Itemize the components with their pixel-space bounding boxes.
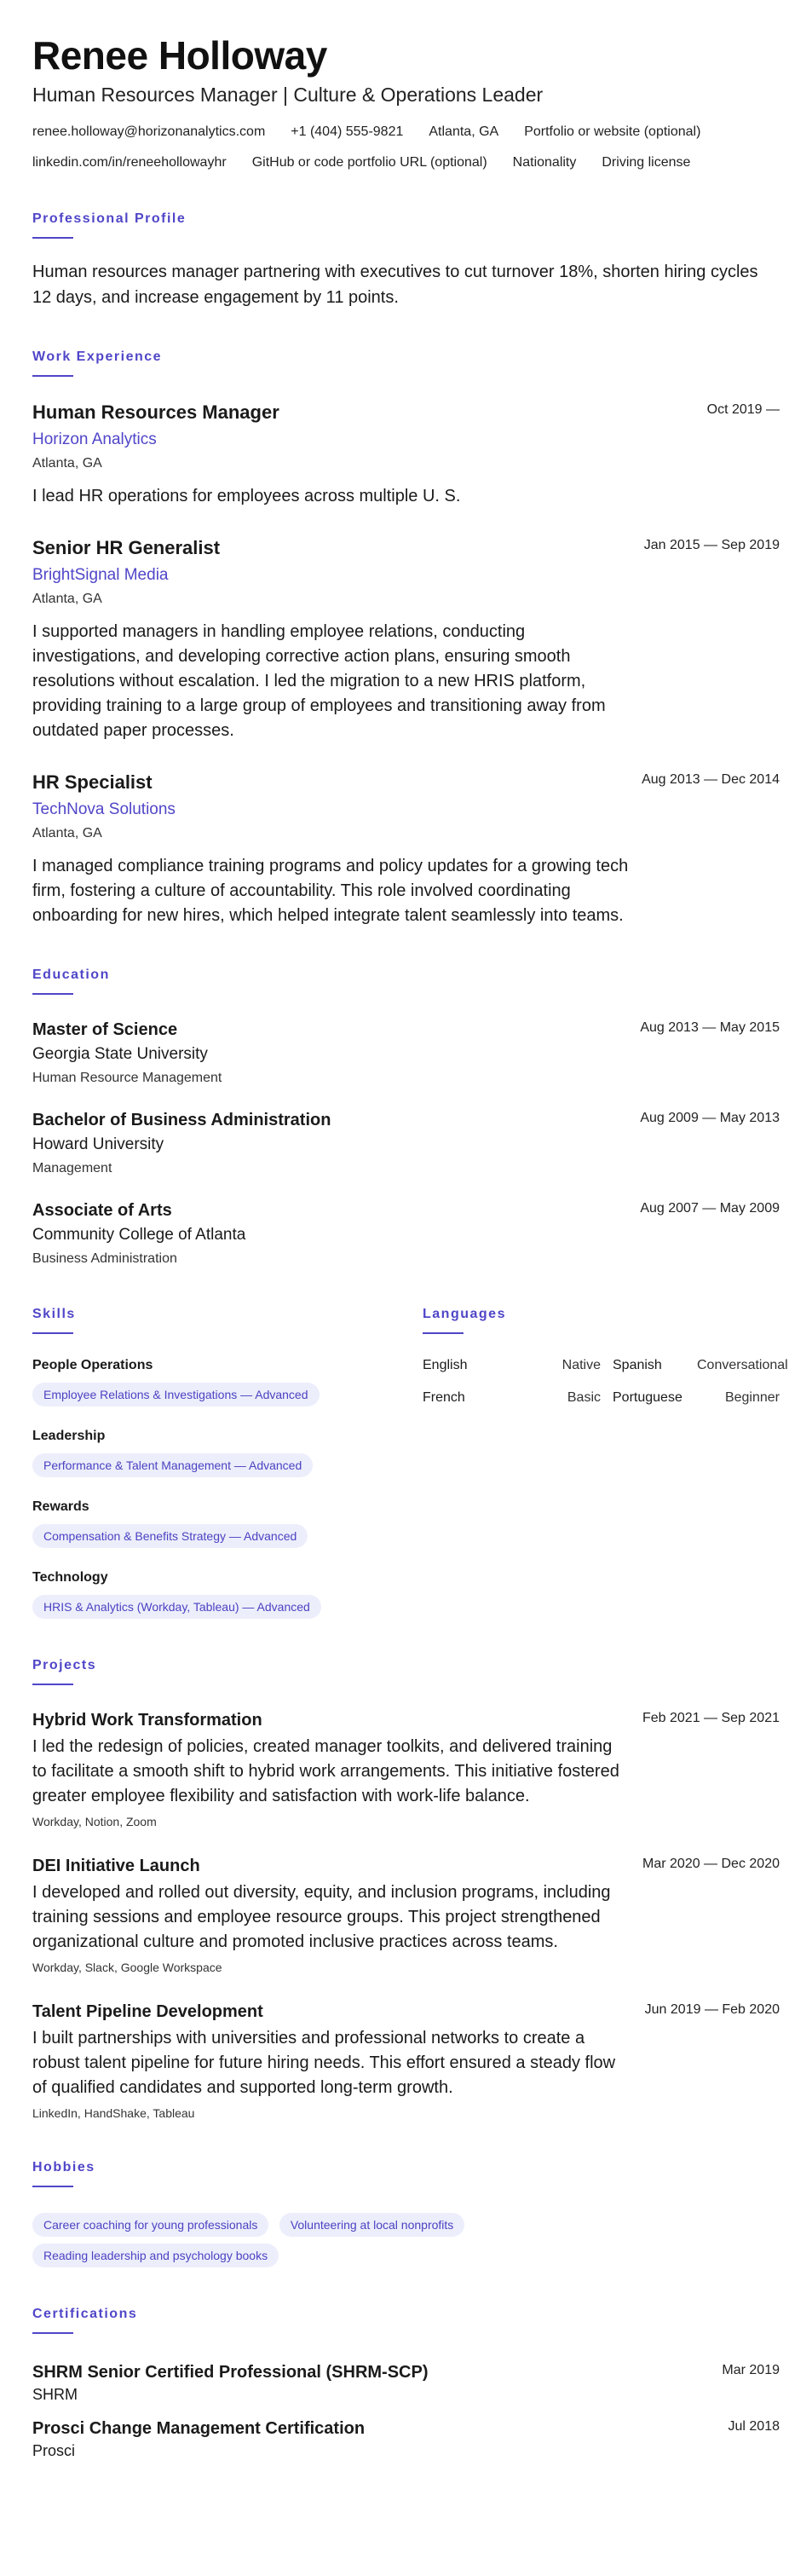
job-title: HR Specialist [32, 771, 153, 793]
section-divider [32, 2332, 73, 2334]
section-title: Certifications [32, 2307, 138, 2321]
company-name: TechNova Solutions [32, 800, 176, 818]
certification-date: Mar 2019 [722, 2363, 780, 2377]
experience-item [32, 401, 780, 509]
projects-section [32, 1656, 780, 2121]
contact-phone[interactable]: +1 (404) 555-9821 [291, 124, 404, 139]
section-title: Skills [32, 1307, 76, 1321]
profile-section [32, 210, 780, 310]
section-title: Hobbies [32, 2160, 95, 2175]
project-dates: Mar 2020 — Dec 2020 [642, 1857, 780, 1871]
language-level: Beginner [724, 1390, 780, 1405]
skill-category: Rewards [32, 1499, 89, 1514]
skill-pill: Performance & Talent Management — Advanced [32, 1453, 313, 1477]
education-section [32, 966, 780, 1268]
skill-pill: Employee Relations & Investigations — Advanced [32, 1383, 320, 1406]
project-description: I led the redesign of policies, created manager toolkits, and delivered training to facilitate a smooth shift to hybrid work arrangements. This initiative fostered greater employee flexibility and satisfaction with work-life balance. [32, 1737, 619, 1805]
project-item [32, 1855, 780, 1975]
job-description: I managed compliance training programs and policy updates for a growing tech firm, fostering a culture of accountability. This role involved coordinating onboarding for new hires, which helped integrate talent seamlessly into teams. [32, 857, 629, 925]
hobby-pill: Volunteering at local nonprofits [279, 2213, 464, 2237]
project-tools: LinkedIn, HandShake, Tableau [32, 2106, 195, 2120]
degree-name: Master of Science [32, 1020, 178, 1039]
education-dates: Aug 2007 — May 2009 [640, 1201, 780, 1216]
contact-driving-license: Driving license [602, 155, 691, 170]
company-name: BrightSignal Media [32, 566, 169, 584]
section-title: Languages [423, 1307, 506, 1321]
project-dates: Jun 2019 — Feb 2020 [644, 2002, 780, 2017]
field-of-study: Human Resource Management [32, 1071, 222, 1085]
skill-category: Leadership [32, 1429, 106, 1443]
profile-summary: Human resources manager partnering with executives to cut turnover 18%, shorten hiring cycles 12 days, and increase engagement by 11 points. [32, 263, 758, 307]
experience-dates: Jan 2015 — Sep 2019 [643, 538, 780, 552]
education-dates: Aug 2013 — May 2015 [640, 1020, 780, 1035]
languages-section [423, 1305, 788, 1619]
candidate-headline: Human Resources Manager | Culture & Operations Leader [32, 84, 544, 106]
experience-dates: Aug 2013 — Dec 2014 [642, 772, 780, 787]
certification-name: SHRM Senior Certified Professional (SHRM-SCP) [32, 2363, 429, 2382]
section-divider [32, 993, 73, 995]
skill-pill: HRIS & Analytics (Workday, Tableau) — Advanced [32, 1595, 321, 1619]
project-name: Talent Pipeline Development [32, 2002, 263, 2021]
skill-group [32, 1356, 423, 1406]
experience-dates: Oct 2019 — [706, 402, 780, 417]
language-level: Native [561, 1358, 601, 1372]
certification-issuer: Prosci [32, 2442, 76, 2459]
resume-header [32, 32, 780, 172]
education-item [32, 1199, 780, 1268]
project-name: DEI Initiative Launch [32, 1857, 200, 1875]
field-of-study: Business Administration [32, 1251, 177, 1266]
education-item [32, 1109, 780, 1177]
section-divider [423, 1332, 464, 1334]
job-description: I lead HR operations for employees across multiple U. S. [32, 487, 461, 505]
school-name: Georgia State University [32, 1045, 208, 1063]
job-title: Senior HR Generalist [32, 537, 221, 558]
project-tools: Workday, Slack, Google Workspace [32, 1961, 222, 1974]
project-item [32, 2001, 780, 2121]
hobby-pill: Reading leadership and psychology books [32, 2244, 279, 2267]
certification-name: Prosci Change Management Certification [32, 2419, 366, 2438]
section-divider [32, 237, 73, 239]
contact-email[interactable]: renee.holloway@horizonanalytics.com [32, 124, 266, 139]
education-item [32, 1019, 780, 1087]
skills-section [32, 1305, 423, 1619]
section-title: Education [32, 967, 110, 982]
languages-list [423, 1356, 788, 1407]
project-name: Hybrid Work Transformation [32, 1711, 262, 1730]
section-divider [32, 1684, 73, 1685]
job-location: Atlanta, GA [32, 592, 102, 606]
contact-location: Atlanta, GA [429, 124, 499, 139]
degree-name: Associate of Arts [32, 1201, 172, 1220]
hobbies-section [32, 2158, 780, 2267]
job-location: Atlanta, GA [32, 826, 102, 840]
certification-issuer: SHRM [32, 2386, 78, 2403]
language-level: Conversational [697, 1358, 788, 1372]
contact-linkedin[interactable]: linkedin.com/in/reneehollowayhr [32, 155, 227, 170]
school-name: Community College of Atlanta [32, 1226, 246, 1244]
school-name: Howard University [32, 1135, 164, 1153]
skill-category: Technology [32, 1570, 108, 1585]
contact-github[interactable]: GitHub or code portfolio URL (optional) [251, 155, 487, 170]
project-item [32, 1709, 780, 1829]
skill-group [32, 1498, 423, 1548]
section-divider [32, 375, 73, 377]
skill-pill: Compensation & Benefits Strategy — Advanced [32, 1524, 308, 1548]
job-title: Human Resources Manager [32, 401, 279, 423]
language-level: Basic [567, 1390, 601, 1405]
degree-name: Bachelor of Business Administration [32, 1111, 331, 1129]
section-title: Projects [32, 1658, 97, 1672]
experience-item [32, 771, 780, 928]
language-name: English [423, 1358, 468, 1372]
language-name: French [423, 1390, 465, 1405]
company-name: Horizon Analytics [32, 430, 157, 448]
candidate-name: Renee Holloway [32, 33, 327, 78]
project-dates: Feb 2021 — Sep 2021 [642, 1711, 780, 1725]
certification-date: Jul 2018 [728, 2419, 780, 2434]
skill-category: People Operations [32, 1358, 153, 1372]
experience-item [32, 536, 780, 743]
certification-item [32, 2361, 780, 2404]
skill-group [32, 1568, 423, 1619]
certification-item [32, 2417, 780, 2460]
language-name: Spanish [613, 1358, 662, 1372]
section-divider [32, 2186, 73, 2187]
contact-nationality: Nationality [512, 155, 577, 170]
field-of-study: Management [32, 1161, 112, 1175]
education-dates: Aug 2009 — May 2013 [640, 1111, 780, 1125]
hobbies-list [32, 2206, 578, 2267]
contact-list [32, 123, 780, 172]
certifications-section [32, 2305, 780, 2460]
skills-list [32, 1356, 423, 1619]
skill-group [32, 1427, 423, 1477]
contact-portfolio[interactable]: Portfolio or website (optional) [524, 124, 701, 139]
section-title: Work Experience [32, 349, 163, 364]
project-description: I developed and rolled out diversity, equity, and inclusion programs, including training sessions and employee resource groups. This project strengthened organizational culture and promoted inclusive practices across teams. [32, 1883, 611, 1951]
skills-languages-row [32, 1305, 788, 1619]
job-location: Atlanta, GA [32, 456, 102, 471]
experience-section [32, 348, 780, 928]
hobby-pill: Career coaching for young professionals [32, 2213, 268, 2237]
language-name: Portuguese [613, 1390, 682, 1405]
project-tools: Workday, Notion, Zoom [32, 1815, 157, 1828]
project-description: I built partnerships with universities and professional networks to create a robust talent pipeline for future hiring needs. This effort ensured a steady flow of qualified candidates and supported long-term growth. [32, 2029, 616, 2097]
section-title: Professional Profile [32, 211, 187, 226]
section-divider [32, 1332, 73, 1334]
job-description: I supported managers in handling employee relations, conducting investigations, and developing corrective action plans, ensuring smooth resolutions without escalation. I led the migration to a new HRIS platform, providing training to a large group of employees and transitioning away from outdated paper processes. [32, 622, 606, 740]
